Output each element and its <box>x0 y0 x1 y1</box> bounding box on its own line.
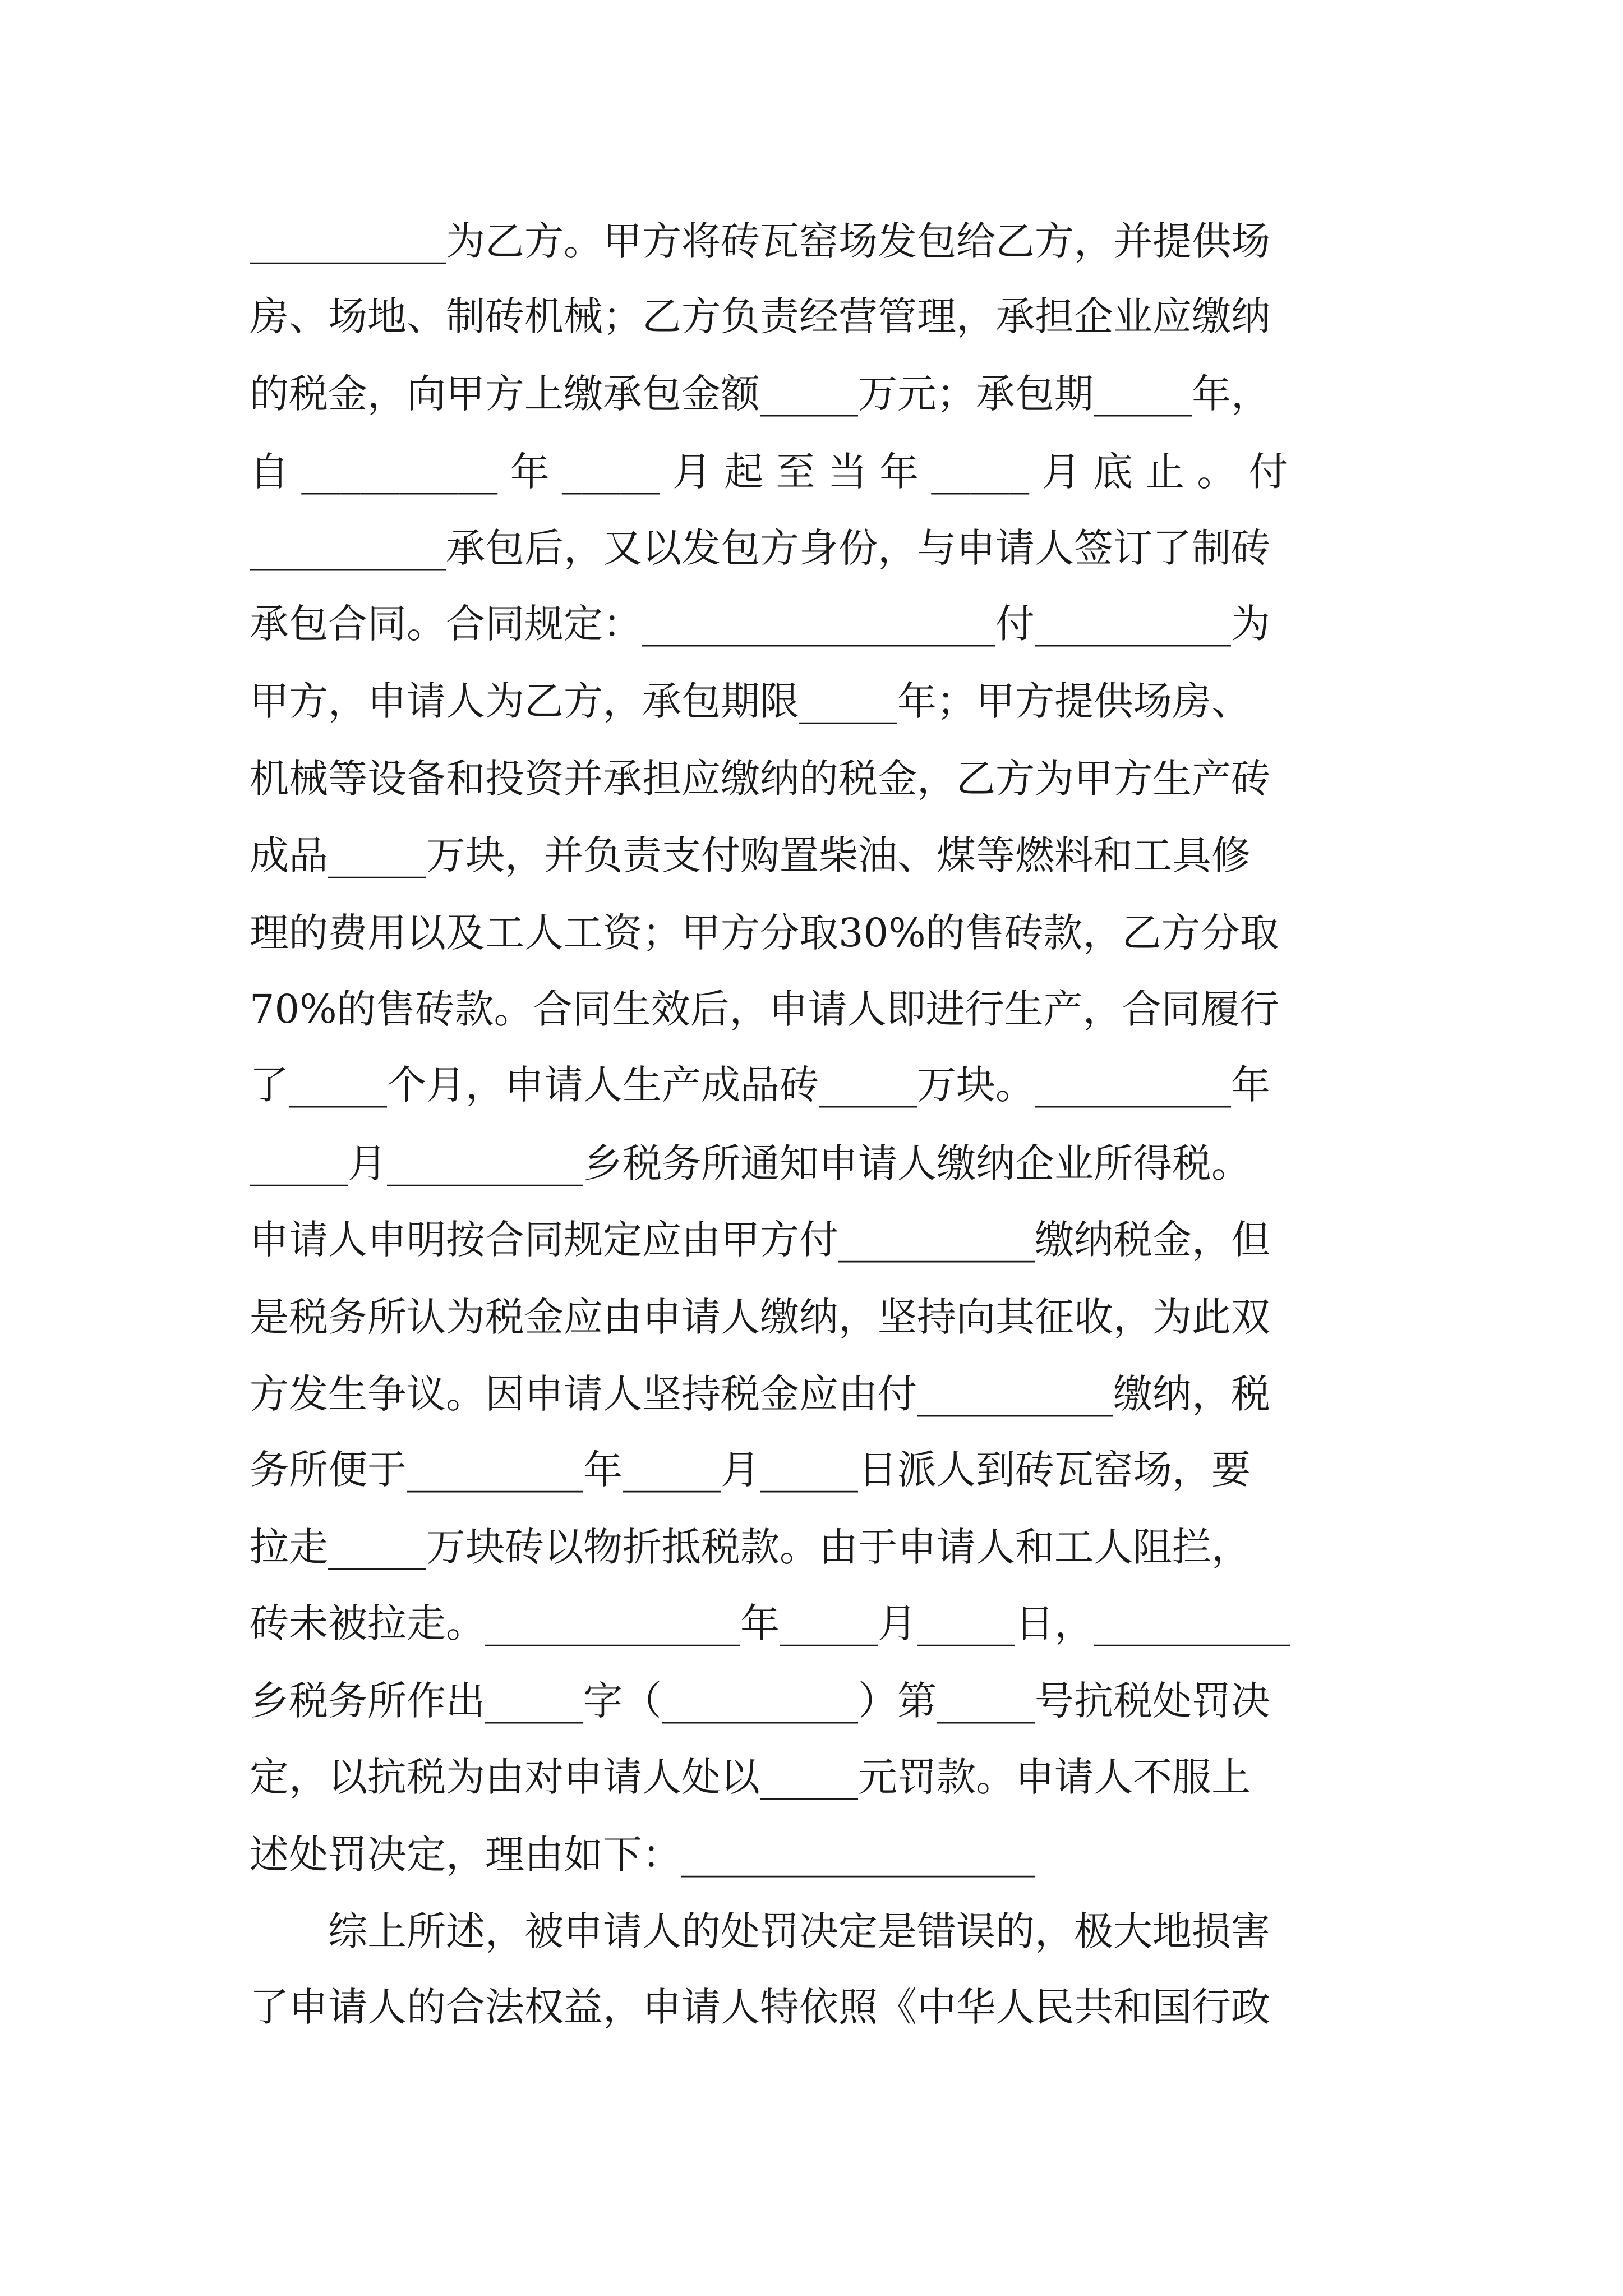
text-line-12: 了_____个月，申请人生产成品砖_____万块。__________年 <box>250 1062 1270 1108</box>
text-line-15: 是税务所认为税金应由申请人缴纳，坚持向其征收，为此双 <box>250 1294 1270 1340</box>
text-line-18: 拉走_____万块砖以物折抵税款。由于申请人和工人阻拦， <box>250 1524 1251 1570</box>
text-line-17: 务所便于_________年_____月_____日派人到砖瓦窑场，要 <box>250 1447 1251 1493</box>
text-line-10: 理的费用以及工人工资；甲方分取30%的售砖款，乙方分取 <box>250 910 1279 956</box>
text-line-22: 述处罚决定，理由如下：__________________ <box>250 1832 1035 1878</box>
text-line-19: 砖未被拉走。_____________年_____月_____日，__________ <box>250 1600 1290 1646</box>
text-line-23: 综上所述，被申请人的处罚决定是错误的，极大地损害 <box>250 1908 1270 1954</box>
text-line-16: 方发生争议。因申请人坚持税金应由付__________缴纳，税 <box>250 1371 1270 1417</box>
text-line-11: 70%的售砖款。合同生效后，申请人即进行生产，合同履行 <box>250 986 1279 1032</box>
text-line-13: _____月__________乡税务所通知申请人缴纳企业所得税。 <box>250 1140 1251 1186</box>
text-line-2: 房、场地、制砖机械；乙方负责经营管理，承担企业应缴纳 <box>250 293 1270 339</box>
text-line-24: 了申请人的合法权益，申请人特依照《中华人民共和国行政 <box>250 1984 1270 2030</box>
text-line-1: __________为乙方。甲方将砖瓦窑场发包给乙方，并提供场 <box>250 218 1270 264</box>
text-line-9: 成品_____万块，并负责支付购置柴油、煤等燃料和工具修 <box>250 832 1251 878</box>
text-line-8: 机械等设备和投资并承担应缴纳的税金，乙方为甲方生产砖 <box>250 756 1270 802</box>
text-line-14: 申请人申明按合同规定应由甲方付__________缴纳税金，但 <box>250 1217 1270 1263</box>
text-line-3: 的税金，向甲方上缴承包金额_____万元；承包期_____年， <box>250 371 1270 417</box>
text-line-20: 乡税务所作出_____字（__________）第_____号抗税处罚决 <box>250 1678 1270 1724</box>
text-line-5: __________承包后，又以发包方身份，与申请人签订了制砖 <box>250 525 1270 571</box>
text-line-21: 定，以抗税为由对申请人处以_____元罚款。申请人不服上 <box>250 1754 1251 1800</box>
text-line-7: 甲方，申请人为乙方，承包期限_____年；甲方提供场房、 <box>250 678 1251 724</box>
text-line-4: 自 __________ 年 _____ 月 起 至 当 年 _____ 月 底 止 。 付 <box>250 449 1288 495</box>
text-line-6: 承包合同。合同规定：__________________付__________为 <box>250 601 1270 647</box>
